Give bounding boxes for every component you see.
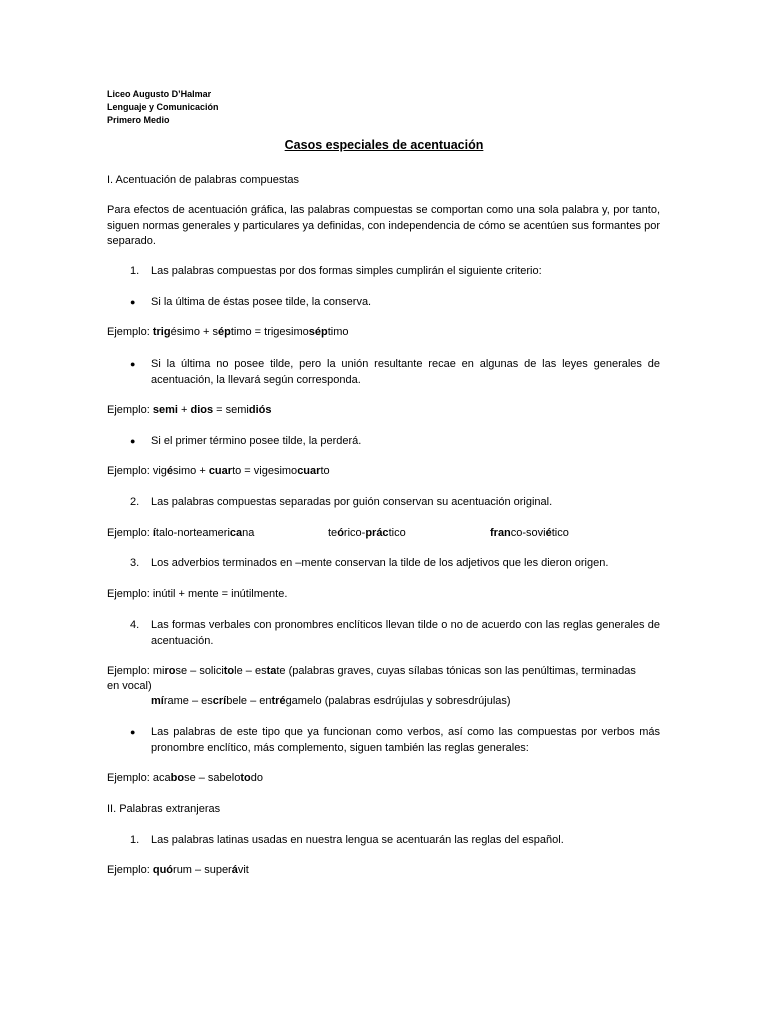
- document-header: [107, 88, 219, 127]
- school-name: Liceo Augusto D’Halmar: [107, 89, 212, 99]
- example-line: [490, 526, 569, 542]
- example-text: rico-: [343, 527, 366, 539]
- example-bold: cuar: [208, 465, 233, 477]
- example-line: Ejemplo: inútil + mente = inútilmente.: [107, 588, 288, 600]
- example-bold: quó: [152, 864, 174, 876]
- example-bold: ca: [229, 527, 243, 539]
- bullet-icon: ●: [130, 297, 136, 307]
- bullet-text: Las palabras de este tipo que ya funcionan como verbos, así como las compuestas por verbos más pronombre enclítico, más complemento, siguen también las reglas generales:: [151, 726, 660, 754]
- bullet-icon: ●: [130, 727, 136, 737]
- example-text: do: [250, 772, 263, 784]
- example-text: vit: [237, 864, 249, 876]
- example-line: [107, 664, 636, 680]
- page-title: Casos especiales de acentuación: [284, 138, 484, 152]
- example-bold: é: [166, 465, 174, 477]
- example-line: [328, 526, 406, 542]
- example-line: [107, 526, 254, 542]
- example-bold: crí: [212, 695, 227, 707]
- section2-heading: II. Palabras extranjeras: [107, 803, 221, 815]
- example-line: [107, 771, 263, 787]
- example-line: [107, 863, 249, 879]
- example-line: [107, 325, 349, 341]
- example-text: na: [242, 527, 255, 539]
- example-bold: bo: [170, 772, 185, 784]
- example-bold: semi: [152, 404, 178, 416]
- example-text: s: [212, 326, 218, 338]
- example-bold: diós: [248, 404, 272, 416]
- example-bold: trig: [152, 326, 171, 338]
- example-label: Ejemplo:: [107, 326, 153, 338]
- example-text: rum – super: [173, 864, 232, 876]
- example-text: tico: [551, 527, 569, 539]
- bullet-text: Si el primer término posee tilde, la perderá.: [151, 435, 362, 447]
- intro-paragraph: Para efectos de acentuación gráfica, las palabras compuestas se comportan como una sola palabra y, por tanto, siguen normas generales y particulares ya definidas, con independencia de cómo se acentúen sus formantes por separado.: [107, 204, 660, 247]
- example-text: to: [320, 465, 330, 477]
- item-number: 1.: [130, 265, 140, 277]
- section1-heading: I. Acentuación de palabras compuestas: [107, 174, 300, 186]
- bullet-icon: ●: [130, 359, 136, 369]
- example-bold: sép: [308, 326, 328, 338]
- example-bold: tré: [271, 695, 286, 707]
- example-bold: mí: [151, 695, 164, 707]
- example-text: timo: [230, 326, 252, 338]
- example-text: mi: [152, 665, 165, 677]
- example-bold: prác: [365, 527, 389, 539]
- example-text: é: [170, 326, 177, 338]
- example-bold: to: [223, 665, 235, 677]
- example-text: simo +: [173, 465, 209, 477]
- example-text: aca: [152, 772, 171, 784]
- example-text: gamelo (palabras esdrújulas y sobresdrújulas): [285, 695, 511, 707]
- example-bold: fran: [490, 527, 511, 539]
- rule-item: Las formas verbales con pronombres enclíticos llevan tilde o no de acuerdo con las reglas generales de acentuación.: [151, 619, 660, 647]
- example-text: se – solici: [175, 665, 224, 677]
- example-line: [107, 403, 272, 419]
- example-text: talo-norteameri: [155, 527, 230, 539]
- example-bold: ép: [217, 326, 231, 338]
- example-bold: cuar: [297, 465, 321, 477]
- example-bold: to: [240, 772, 251, 784]
- grade-level: Primero Medio: [107, 115, 170, 125]
- rule-item: Las palabras compuestas separadas por guión conservan su acentuación original.: [151, 496, 553, 508]
- bullet-text: Si la última no posee tilde, pero la unión resultante recae en algunas de las leyes generales de acentuación, la llevará según corresponda.: [151, 358, 660, 386]
- example-text: se – sabelo: [184, 772, 241, 784]
- example-bold: á: [231, 864, 238, 876]
- item-number: 1.: [130, 834, 140, 846]
- example-text: tico: [388, 527, 406, 539]
- bullet-icon: ●: [130, 436, 136, 446]
- example-bold: dios: [190, 404, 214, 416]
- example-bold: ó: [337, 527, 344, 539]
- example-text: = trigesimo: [251, 326, 309, 338]
- example-text: le – es: [234, 665, 267, 677]
- example-line: [151, 694, 511, 710]
- example-line: en vocal): [107, 680, 152, 692]
- example-label: Ejemplo:: [107, 772, 153, 784]
- example-text: simo +: [176, 326, 213, 338]
- example-text: te: [328, 527, 338, 539]
- example-text: timo: [327, 326, 349, 338]
- example-label: Ejemplo:: [107, 864, 153, 876]
- subject-name: Lenguaje y Comunicación: [107, 102, 219, 112]
- example-bold: ro: [164, 665, 176, 677]
- example-text: +: [177, 404, 191, 416]
- rule-item: Las palabras latinas usadas en nuestra lengua se acentuarán las reglas del español.: [151, 834, 564, 846]
- example-label: Ejemplo:: [107, 665, 153, 677]
- example-label: Ejemplo:: [107, 465, 153, 477]
- example-text: bele – en: [226, 695, 272, 707]
- example-text: to = vigesimo: [232, 465, 298, 477]
- example-label: Ejemplo:: [107, 527, 153, 539]
- example-bold: í: [152, 527, 156, 539]
- example-line: [107, 464, 330, 480]
- example-label: Ejemplo:: [107, 404, 153, 416]
- rule-item: Las palabras compuestas por dos formas simples cumplirán el siguiente criterio:: [151, 265, 542, 277]
- example-text: co-sovi: [510, 527, 546, 539]
- item-number: 2.: [130, 496, 140, 508]
- item-number: 3.: [130, 557, 140, 569]
- bullet-text: Si la última de éstas posee tilde, la conserva.: [151, 296, 372, 308]
- rule-item: Los adverbios terminados en –mente conservan la tilde de los adjetivos que les dieron origen.: [151, 557, 609, 569]
- item-number: 4.: [130, 619, 140, 631]
- example-text: rame – es: [163, 695, 213, 707]
- example-bold: ta: [266, 665, 277, 677]
- example-text: vig: [152, 465, 167, 477]
- example-bold: é: [545, 527, 552, 539]
- example-text: te (palabras graves, cuyas sílabas tónicas son las penúltimas, terminadas: [276, 665, 636, 677]
- example-text: = semi: [213, 404, 249, 416]
